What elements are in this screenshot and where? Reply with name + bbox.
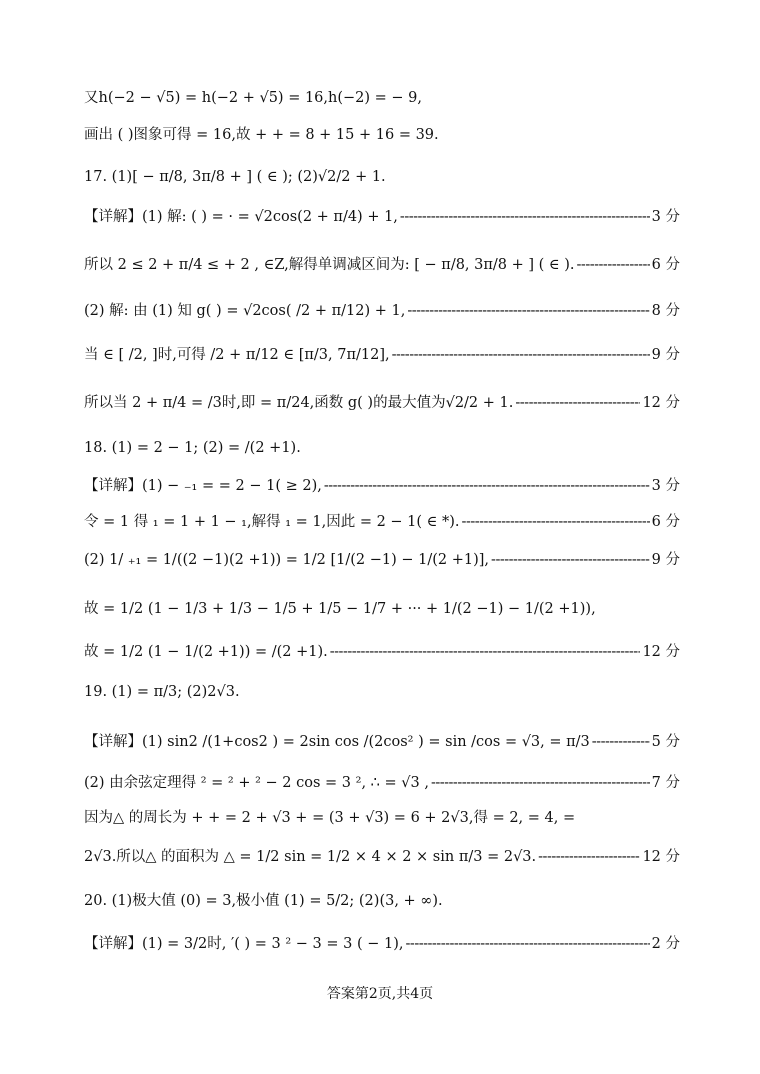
score-label: 3 分 xyxy=(651,209,680,225)
answer-line xyxy=(84,932,680,956)
answer-line xyxy=(84,474,680,498)
score-label: 8 分 xyxy=(651,303,680,319)
answer-text: (2) 解: 由 (1) 知 g( ) = √2cos( /2 + π/12) + 1, xyxy=(84,303,406,319)
dotted-leader xyxy=(330,640,641,664)
answer-text: 令 = 1 得 ₁ = 1 + 1 − ₁,解得 ₁ = 1,因此 = 2 − 1( ∈ *). xyxy=(84,514,460,530)
answer-text: 【详解】(1) = 3/2时, ′( ) = 3 ² − 3 = 3 ( − 1), xyxy=(84,936,404,952)
answer-line xyxy=(84,299,680,323)
dotted-leader xyxy=(400,205,650,229)
answer-text: (2) 由余弦定理得 ² = ² + ² − 2 cos = 3 ², ∴ = √3 , xyxy=(84,775,429,791)
score-label: 12 分 xyxy=(642,849,680,865)
answer-line xyxy=(84,640,680,664)
answer-line xyxy=(84,806,680,830)
answer-line xyxy=(84,548,680,572)
answer-line xyxy=(84,165,680,189)
dotted-leader xyxy=(491,548,650,572)
dotted-leader xyxy=(392,343,650,367)
answer-line xyxy=(84,253,680,277)
answer-text: 【详解】(1) sin2 /(1+cos2 ) = 2sin cos /(2cos² ) = sin /cos = √3, = π/3 xyxy=(84,734,590,750)
answer-line xyxy=(84,343,680,367)
score-label: 2 分 xyxy=(651,936,680,952)
score-label: 12 分 xyxy=(642,644,680,660)
answer-text: 所以当 2 + π/4 = /3时,即 = π/24,函数 g( )的最大值为√2/2 + 1. xyxy=(84,395,514,411)
answer-text: 当 ∈ [ /2, ]时,可得 /2 + π/12 ∈ [π/3, 7π/12], xyxy=(84,347,390,363)
dotted-leader xyxy=(406,932,650,956)
answer-line xyxy=(84,123,680,147)
answer-text: 故 = 1/2 (1 − 1/(2 +1)) = /(2 +1). xyxy=(84,644,328,660)
answer-line xyxy=(84,510,680,534)
answer-text: 所以 2 ≤ 2 + π/4 ≤ + 2 , ∈Z,解得单调减区间为: [ − π/8, 3π/8 + ] ( ∈ ). xyxy=(84,257,575,273)
answer-line xyxy=(84,391,680,415)
answer-text: 又h(−2 − √5) = h(−2 + √5) = 16,h(−2) = − 9, xyxy=(84,90,423,106)
answer-line xyxy=(84,86,680,110)
answer-text: 17. (1)[ − π/8, 3π/8 + ] ( ∈ ); (2)√2/2 + 1. xyxy=(84,169,386,185)
answer-text: 18. (1) = 2 − 1; (2) = /(2 +1). xyxy=(84,440,301,456)
score-label: 5 分 xyxy=(651,734,680,750)
answer-line xyxy=(84,771,680,795)
answer-text: 2√3.所以△ 的面积为 △ = 1/2 sin = 1/2 × 4 × 2 × sin π/3 = 2√3. xyxy=(84,849,537,865)
score-label: 12 分 xyxy=(642,395,680,411)
score-label: 3 分 xyxy=(651,478,680,494)
dotted-leader xyxy=(324,474,650,498)
answer-text: 画出 ( )图象可得 = 16,故 + + = 8 + 15 + 16 = 39. xyxy=(84,127,439,143)
dotted-leader xyxy=(592,730,650,754)
answer-line xyxy=(84,730,680,754)
answer-line xyxy=(84,205,680,229)
score-label: 9 分 xyxy=(651,347,680,363)
answer-line xyxy=(84,845,680,869)
dotted-leader xyxy=(538,845,640,869)
dotted-leader xyxy=(407,299,649,323)
score-label: 9 分 xyxy=(651,552,680,568)
dotted-leader xyxy=(577,253,650,277)
answer-text: 19. (1) = π/3; (2)2√3. xyxy=(84,684,240,700)
answer-text: 故 = 1/2 (1 − 1/3 + 1/3 − 1/5 + 1/5 − 1/7 + ··· + 1/(2 −1) − 1/(2 +1)), xyxy=(84,601,596,617)
answer-line xyxy=(84,597,680,621)
answer-text: 因为△ 的周长为 + + = 2 + √3 + = (3 + √3) = 6 + 2√3,得 = 2, = 4, = xyxy=(84,810,576,826)
score-label: 6 分 xyxy=(651,514,680,530)
answer-line xyxy=(84,436,680,460)
dotted-leader xyxy=(431,771,650,795)
dotted-leader xyxy=(515,391,640,415)
score-label: 6 分 xyxy=(651,257,680,273)
answer-text: 【详解】(1) − ₋₁ = = 2 − 1( ≥ 2), xyxy=(84,478,322,494)
dotted-leader xyxy=(462,510,650,534)
answer-line xyxy=(84,680,680,704)
answer-line xyxy=(84,889,680,913)
answer-text: 【详解】(1) 解: ( ) = · = √2cos(2 + π/4) + 1, xyxy=(84,209,398,225)
answer-text: (2) 1/ ₊₁ = 1/((2 −1)(2 +1)) = 1/2 [1/(2 −1) − 1/(2 +1)], xyxy=(84,552,490,568)
score-label: 7 分 xyxy=(651,775,680,791)
page-footer: 答案第2页,共4页 xyxy=(326,986,434,1002)
answer-text: 20. (1)极大值 (0) = 3,极小值 (1) = 5/2; (2)(3, + ∞). xyxy=(84,893,443,909)
